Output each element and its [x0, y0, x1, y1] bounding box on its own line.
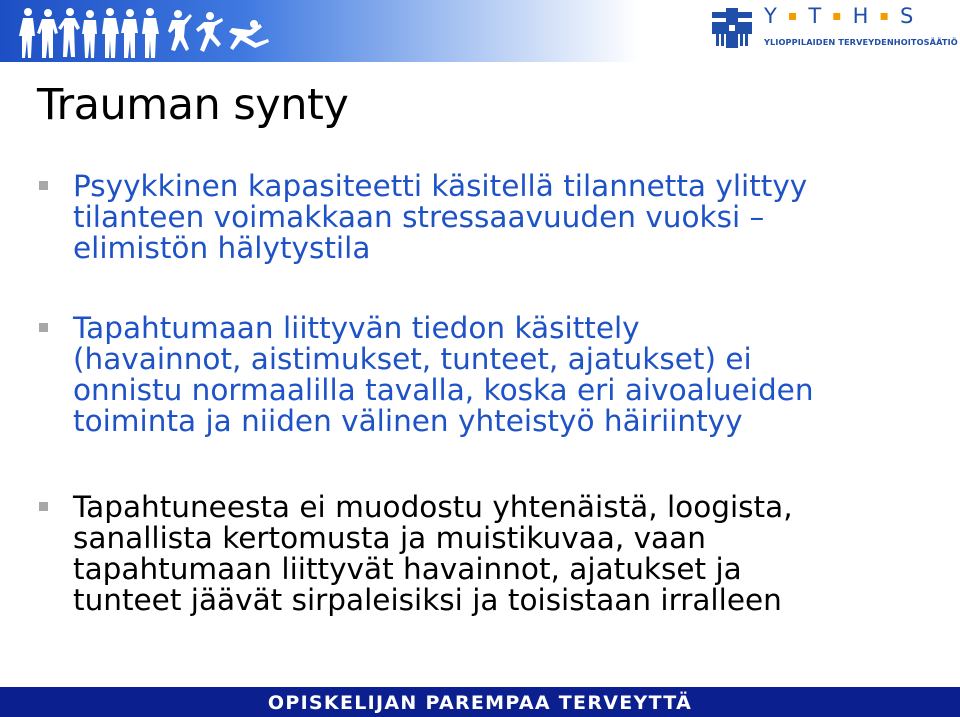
logo-separator-dot: ▪	[832, 8, 844, 24]
bullet-line: elimistön hälytystila	[73, 231, 371, 265]
bullet-line: (havainnot, aistimukset, tunteet, ajatukset) ei	[73, 342, 752, 376]
logo-letter-s: S	[899, 4, 916, 28]
bullet-item	[73, 492, 933, 616]
building-columns-logo-icon	[712, 8, 752, 48]
header-banner	[0, 0, 640, 62]
logo-letter-t: T	[808, 4, 824, 28]
bullet-line: tilanteen voimakkaan stressaavuuden vuoksi –	[73, 200, 765, 234]
logo-separator-dot: ▪	[879, 8, 891, 24]
bullet-line: tapahtumaan liittyvät havainnot, ajatukset ja	[73, 552, 742, 586]
yths-logo	[712, 4, 958, 54]
bullet-square-icon	[39, 181, 48, 190]
footer-slogan-text: OPISKELIJAN PAREMPAA TERVEYTTÄ	[267, 692, 693, 714]
people-silhouettes-banner	[18, 6, 288, 60]
bullet-line: tunteet jäävät sirpaleisiksi ja toisistaan irralleen	[73, 583, 782, 617]
logo-letters	[764, 4, 915, 28]
footer-bar	[0, 687, 960, 717]
logo-separator-dot: ▪	[787, 8, 800, 24]
logo-letter-h: H	[852, 4, 871, 28]
bullet-square-icon	[39, 323, 48, 332]
bullet-line: toiminta ja niiden välinen yhteistyö häiriintyy	[73, 404, 743, 438]
bullet-item	[73, 313, 933, 437]
footer-slogan	[0, 692, 960, 714]
bullet-line: Tapahtuneesta ei muodostu yhtenäistä, loogista,	[73, 490, 793, 524]
bullet-line: sanallista kertomusta ja muistikuvaa, vaan	[73, 521, 706, 555]
logo-letter-y: Y	[764, 4, 779, 28]
bullet-line: Tapahtumaan liittyvän tiedon käsittely	[73, 311, 640, 345]
slide-title: Trauman synty	[37, 80, 349, 130]
bullet-line: onnistu normaalilla tavalla, koska eri aivoalueiden	[73, 373, 814, 407]
bullet-item	[73, 171, 933, 264]
logo-subtitle: YLIOPPILAIDEN TERVEYDENHOITOSÄÄTIÖ	[764, 37, 958, 47]
bullet-square-icon	[39, 502, 48, 511]
bullet-line: Psyykkinen kapasiteetti käsitellä tilannetta ylittyy	[73, 169, 808, 203]
